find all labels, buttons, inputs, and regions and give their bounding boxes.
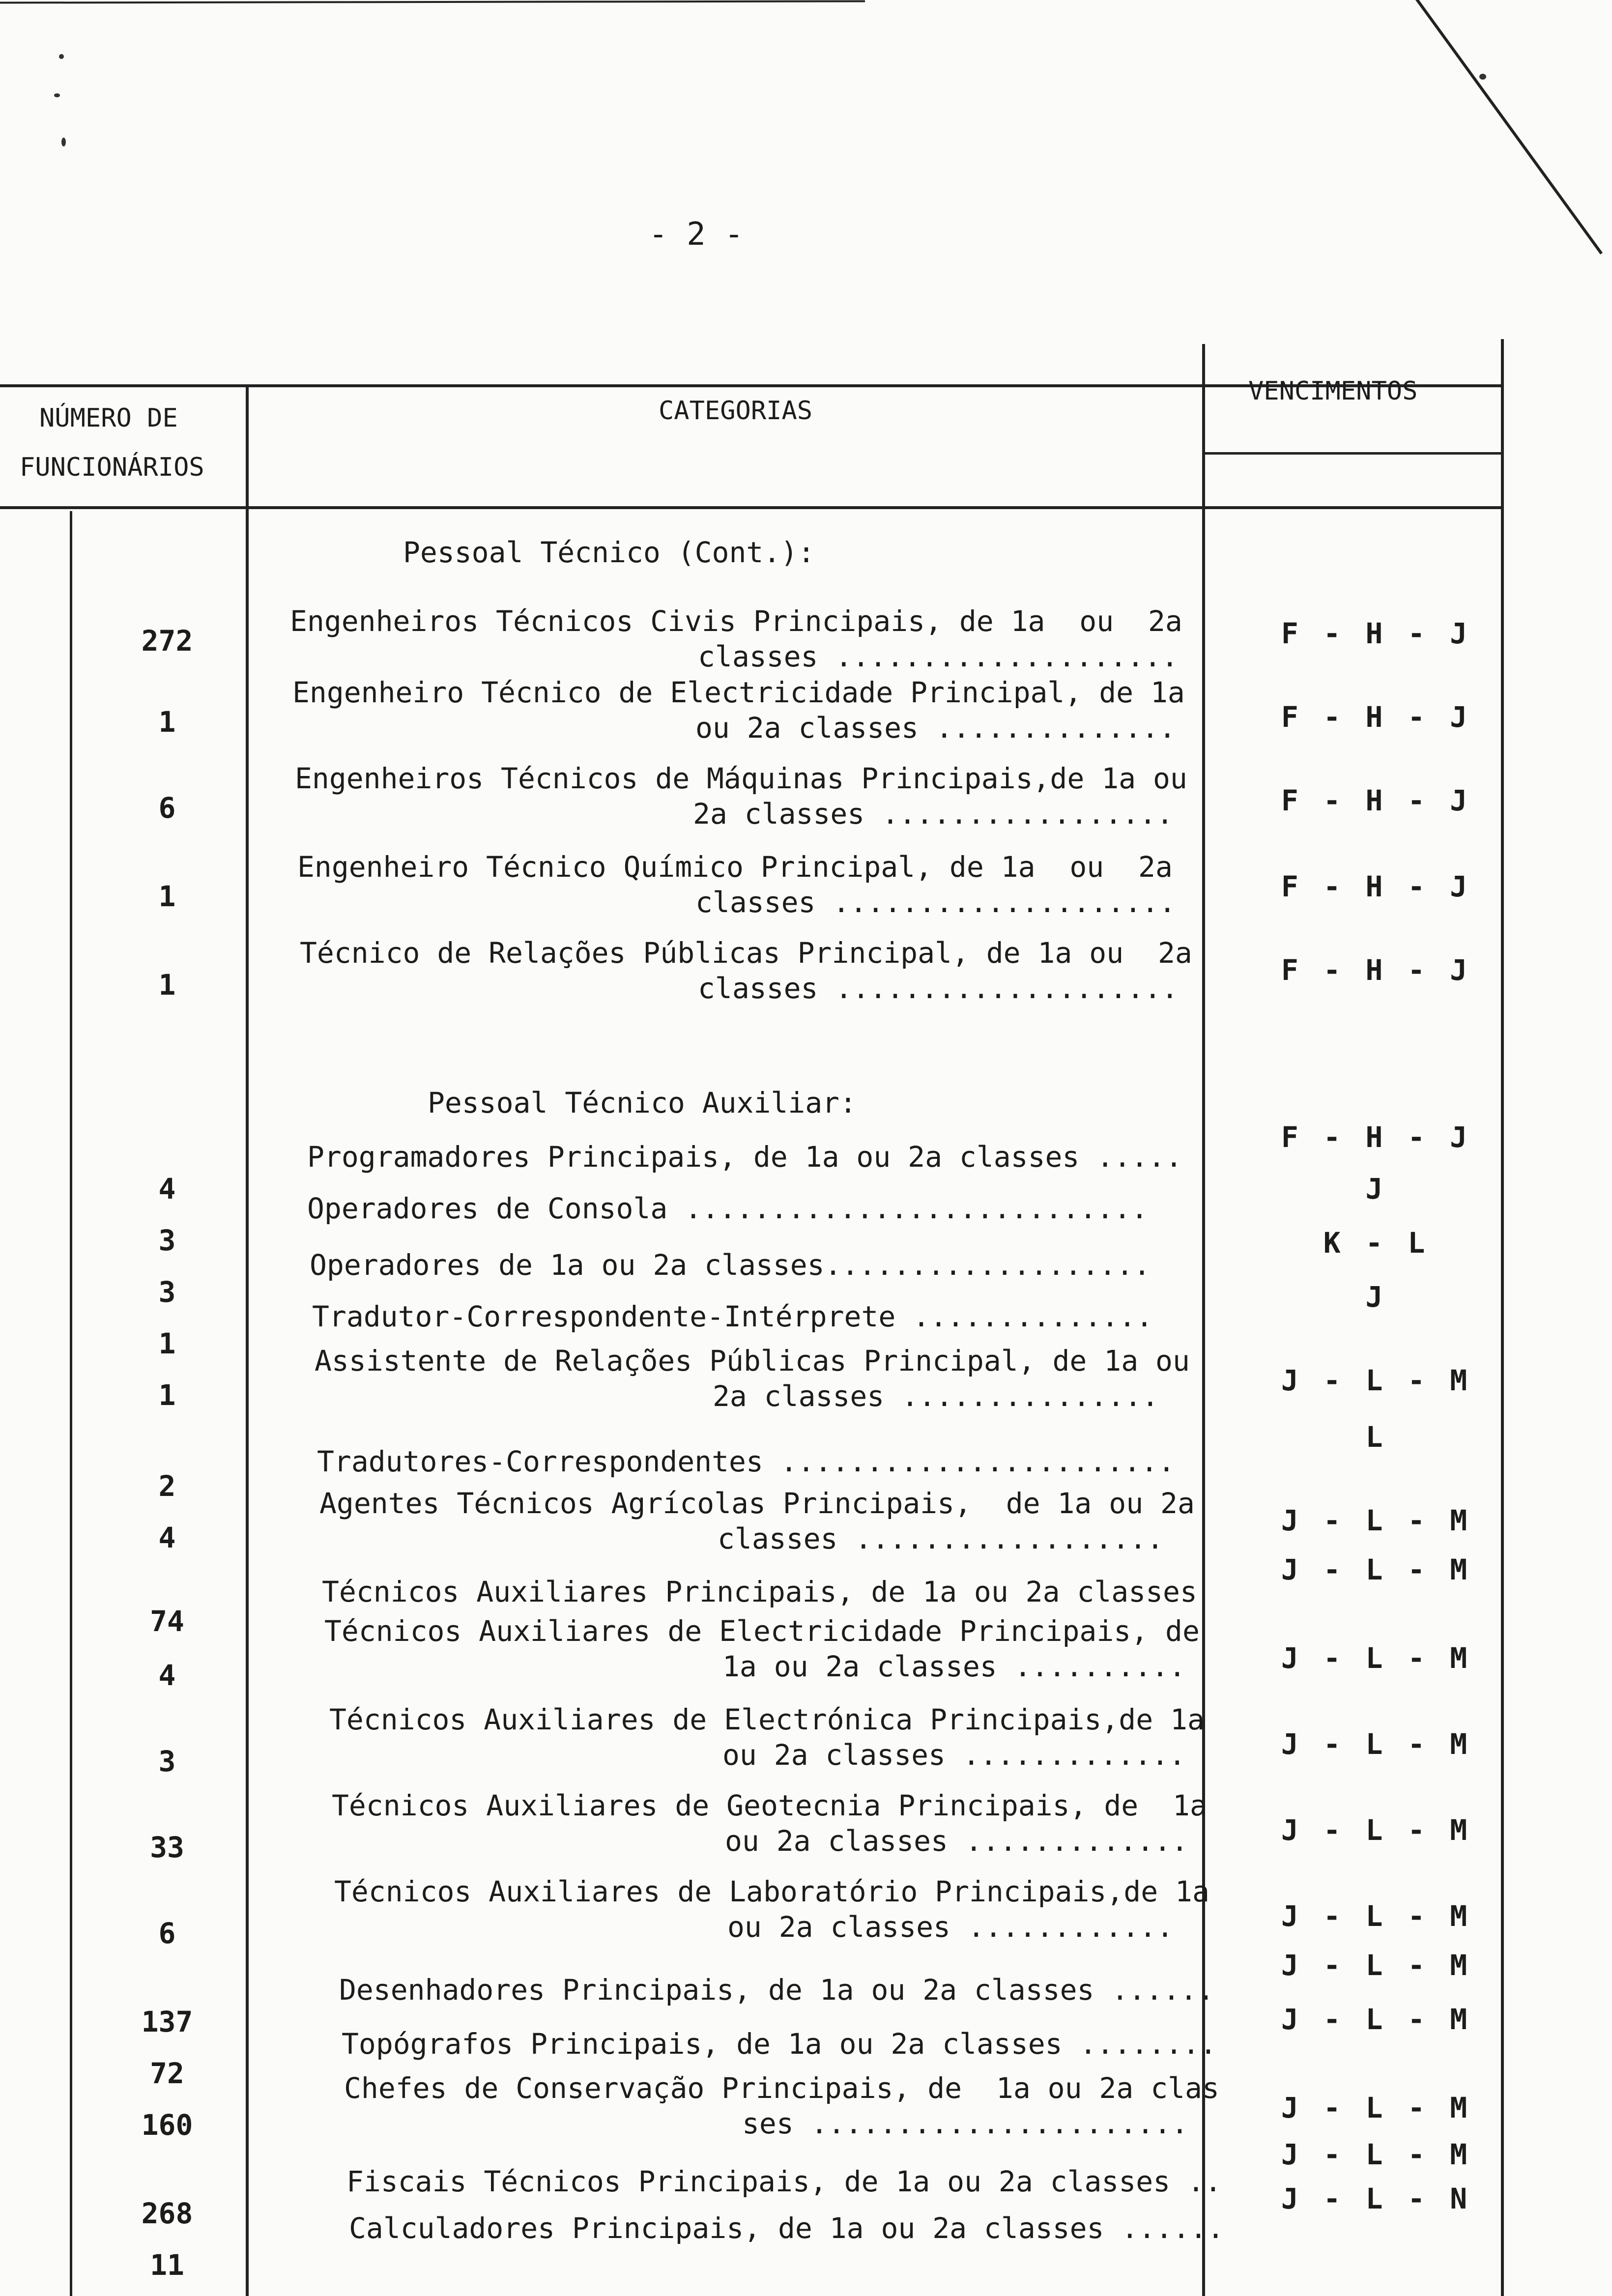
- categoria-line1: Engenheiros Técnicos de Máquinas Principais,de 1a ou: [295, 762, 1187, 795]
- categoria-line1: Agentes Técnicos Agrícolas Principais, de 1a ou 2a: [319, 1487, 1195, 1520]
- row-numero: 3: [158, 1275, 176, 1309]
- categoria-line1: Técnicos Auxiliares Principais, de 1a ou 2a classes: [322, 1575, 1197, 1608]
- speck: [59, 54, 64, 59]
- row-categoria: [317, 1447, 1251, 1476]
- page-number: - 2 -: [649, 216, 744, 253]
- row-vencimentos: J - L - M: [1281, 1899, 1471, 1933]
- categoria-line1: Técnicos Auxiliares de Electrónica Principais,de 1a: [329, 1703, 1205, 1736]
- row-vencimentos: F - H - J: [1281, 870, 1471, 903]
- speck: [1479, 74, 1486, 80]
- section-title: Pessoal Técnico (Cont.):: [403, 536, 815, 569]
- row-vencimentos: J - L - M: [1281, 1641, 1471, 1675]
- row-vencimentos: F - H - J: [1281, 1120, 1471, 1154]
- row-categoria: [290, 604, 1224, 673]
- row-categoria: [315, 1344, 1248, 1413]
- speck: [54, 93, 60, 97]
- categoria-line2: classes ....................: [698, 972, 1179, 1005]
- row-numero: 4: [158, 1521, 176, 1554]
- row-vencimentos: J - L - M: [1281, 1553, 1471, 1586]
- categoria-line2: ses ......................: [742, 2107, 1188, 2140]
- row-numero: 268: [141, 2197, 193, 2230]
- categoria-line2: 1a ou 2a classes ..........: [722, 1650, 1186, 1683]
- categoria-line1: Chefes de Conservação Principais, de 1a ou 2a clas: [344, 2071, 1219, 2105]
- row-vencimentos: K - L: [1323, 1226, 1429, 1260]
- row-categoria: [324, 1614, 1258, 1683]
- categoria-line2: ou 2a classes ..............: [695, 711, 1176, 745]
- categoria-line1: Desenhadores Principais, de 1a ou 2a classes ......: [339, 1973, 1214, 2007]
- row-numero: 33: [150, 1831, 184, 1864]
- row-categoria: [319, 1489, 1253, 1553]
- row-categoria: [332, 1789, 1266, 1858]
- row-categoria: [312, 1302, 1246, 1331]
- categoria-line2: ou 2a classes .............: [725, 1824, 1188, 1858]
- row-vencimentos: J - L - M: [1281, 1504, 1471, 1537]
- row-numero: 1: [158, 968, 176, 1002]
- row-numero: 272: [141, 624, 193, 658]
- table-header-bottom-border: [0, 506, 1504, 509]
- row-numero: 6: [158, 1917, 176, 1950]
- categoria-line1: Operadores de 1a ou 2a classes...................: [310, 1248, 1151, 1282]
- categoria-line1: Técnico de Relações Públicas Principal, de 1a ou 2a: [300, 936, 1192, 970]
- row-numero: 11: [150, 2248, 184, 2282]
- row-numero: 72: [150, 2057, 184, 2090]
- row-numero: 3: [158, 1745, 176, 1778]
- row-categoria: [349, 2211, 1283, 2245]
- categoria-line2: classes ....................: [695, 886, 1176, 919]
- row-vencimentos: J: [1365, 1172, 1387, 1205]
- categoria-line1: Programadores Principais, de 1a ou 2a classes .....: [307, 1140, 1182, 1174]
- row-numero: 74: [150, 1605, 184, 1638]
- row-vencimentos: F - H - J: [1281, 953, 1471, 987]
- categoria-line1: Assistente de Relações Públicas Principal, de 1a ou: [315, 1344, 1190, 1378]
- categoria-line1: Tradutores-Correspondentes .......................: [317, 1445, 1175, 1478]
- row-vencimentos: J - L - M: [1281, 2003, 1471, 2036]
- categoria-line1: Técnicos Auxiliares de Laboratório Principais,de 1a: [334, 1875, 1209, 1908]
- row-numero: 137: [141, 2005, 193, 2038]
- row-categoria: [329, 1703, 1263, 1772]
- categoria-line2: 2a classes .................: [693, 797, 1174, 831]
- row-categoria: [334, 1875, 1268, 1944]
- row-categoria: [292, 676, 1226, 745]
- categoria-line2: ou 2a classes .............: [722, 1738, 1186, 1772]
- row-numero: 1: [158, 880, 176, 913]
- row-numero: 2: [158, 1469, 176, 1503]
- row-vencimentos: J - L - M: [1281, 1813, 1471, 1847]
- row-categoria: [307, 1140, 1241, 1174]
- row-vencimentos: J - L - M: [1281, 2138, 1471, 2171]
- categoria-line2: ou 2a classes ............: [727, 1910, 1174, 1944]
- row-categoria: [339, 1973, 1273, 2007]
- row-numero: 6: [158, 791, 176, 825]
- categoria-line1: Operadores de Consola ...........................: [307, 1192, 1149, 1225]
- categoria-line1: Calculadores Principais, de 1a ou 2a classes ......: [349, 2211, 1224, 2245]
- row-numero: 1: [158, 1327, 176, 1360]
- row-categoria: [310, 1248, 1243, 1282]
- categoria-line1: Engenheiro Técnico de Electricidade Principal, de 1a: [292, 676, 1185, 709]
- row-categoria: [346, 2167, 1280, 2196]
- row-numero: 4: [158, 1659, 176, 1692]
- row-categoria: [300, 936, 1234, 1005]
- row-numero: 4: [158, 1172, 176, 1205]
- header-numero: NÚMERO DE: [39, 403, 178, 433]
- categoria-line1: Topógrafos Principais, de 1a ou 2a classes ........: [342, 2027, 1217, 2061]
- row-numero: 160: [141, 2108, 193, 2142]
- row-categoria: [342, 2027, 1275, 2061]
- header-vencimentos: VENCIMENTOS: [1248, 376, 1418, 406]
- column-divider-1: [246, 384, 249, 2296]
- row-numero: 1: [158, 1378, 176, 1412]
- row-categoria: [297, 850, 1231, 919]
- row-vencimentos: J - L - M: [1281, 1949, 1471, 1982]
- row-vencimentos: J - L - M: [1281, 1727, 1471, 1761]
- row-vencimentos: J - L - M: [1281, 2091, 1471, 2124]
- categoria-line1: Engenheiro Técnico Químico Principal, de 1a ou 2a: [297, 850, 1173, 884]
- categoria-line2: 2a classes ...............: [713, 1379, 1159, 1413]
- row-vencimentos: F - H - J: [1281, 700, 1471, 734]
- row-vencimentos: L: [1365, 1420, 1387, 1454]
- categoria-line1: Fiscais Técnicos Principais, de 1a ou 2a classes ..: [346, 2165, 1222, 2198]
- top-edge-line: [0, 0, 865, 3]
- categoria-line2: classes ....................: [698, 640, 1179, 673]
- row-numero: 3: [158, 1224, 176, 1257]
- categoria-line1: Técnicos Auxiliares de Geotecnia Principais, de 1a: [332, 1789, 1207, 1822]
- table-left-border: [70, 511, 72, 2296]
- row-categoria: [295, 762, 1229, 831]
- row-vencimentos: F - H - J: [1281, 617, 1471, 650]
- row-categoria: [307, 1194, 1241, 1223]
- row-categoria: [322, 1575, 1256, 1608]
- categoria-line1: Engenheiros Técnicos Civis Principais, de 1a ou 2a: [290, 604, 1182, 638]
- row-numero: 1: [158, 705, 176, 739]
- vencimentos-header-rule: [1204, 452, 1504, 455]
- row-categoria: [344, 2071, 1278, 2140]
- corner-fold-line: [1415, 0, 1603, 255]
- header-categorias: CATEGORIAS: [659, 396, 813, 426]
- speck: [61, 138, 66, 146]
- categoria-line2: classes ..................: [718, 1522, 1164, 1555]
- row-vencimentos: J - L - M: [1281, 1364, 1471, 1397]
- row-vencimentos: F - H - J: [1281, 784, 1471, 817]
- row-vencimentos: J: [1365, 1280, 1387, 1314]
- section-title: Pessoal Técnico Auxiliar:: [428, 1086, 857, 1119]
- row-vencimentos: J - L - N: [1281, 2182, 1471, 2215]
- categoria-line1: Técnicos Auxiliares de Electricidade Principais, de: [324, 1614, 1200, 1648]
- header-funcionarios: FUNCIONÁRIOS: [20, 453, 204, 482]
- categoria-line1: Tradutor-Correspondente-Intérprete ..............: [312, 1300, 1153, 1333]
